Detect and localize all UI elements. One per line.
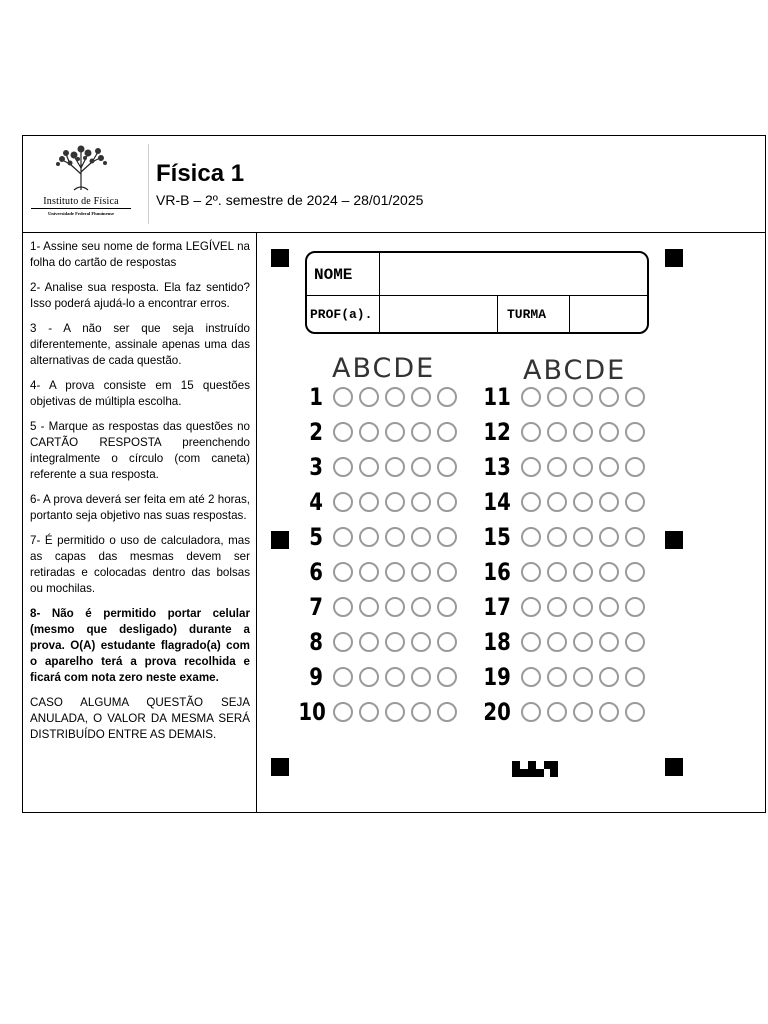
answer-bubble[interactable]	[625, 597, 645, 617]
answer-bubble[interactable]	[599, 422, 619, 442]
answer-bubble[interactable]	[385, 387, 405, 407]
answer-bubble[interactable]	[625, 667, 645, 687]
answer-bubble[interactable]	[521, 597, 541, 617]
answer-bubble[interactable]	[385, 667, 405, 687]
question-number: 9	[309, 663, 323, 691]
answer-bubble[interactable]	[599, 667, 619, 687]
answer-bubble[interactable]	[625, 387, 645, 407]
question-number: 7	[309, 593, 323, 621]
page-title: Física 1	[156, 160, 245, 187]
class-label: TURMA	[507, 307, 547, 322]
options-header: ABCDE	[523, 355, 627, 386]
instruction-8: 8- Não é permitido portar celular (mesmo que desligado) durante a prova. O(A) estudante flagrado(a) com o aparelho terá a prova recolhida e ficará com nota zero neste exame.	[30, 607, 250, 684]
answer-bubble[interactable]	[625, 562, 645, 582]
question-number: 16	[483, 558, 511, 586]
answer-bubble[interactable]	[573, 562, 593, 582]
side-marker	[665, 531, 683, 549]
logo-name: Instituto de Física	[31, 196, 131, 209]
answer-bubble[interactable]	[359, 457, 379, 477]
answer-bubble[interactable]	[333, 702, 353, 722]
answer-bubble[interactable]	[547, 667, 567, 687]
answer-bubble[interactable]	[385, 492, 405, 512]
answer-bubble[interactable]	[599, 632, 619, 652]
question-number: 10	[298, 698, 326, 726]
answer-bubble[interactable]	[411, 702, 431, 722]
question-number: 8	[309, 628, 323, 656]
answer-bubble[interactable]	[625, 422, 645, 442]
annulment-notice: CASO ALGUMA QUESTÃO SEJA ANULADA, O VALOR DA MESMA SERÁ DISTRIBUÍDO ENTRE AS DEMAIS.	[30, 696, 250, 741]
answer-bubble[interactable]	[573, 527, 593, 547]
answer-bubble[interactable]	[333, 562, 353, 582]
answer-bubble[interactable]	[411, 492, 431, 512]
answer-bubble[interactable]	[437, 702, 457, 722]
answer-bubble[interactable]	[599, 597, 619, 617]
question-number: 4	[309, 488, 323, 516]
logo-subtitle: Universidade Federal Fluminense	[47, 211, 115, 216]
answer-bubble[interactable]	[547, 457, 567, 477]
answer-bubble[interactable]	[437, 492, 457, 512]
answer-bubble[interactable]	[437, 422, 457, 442]
answer-bubble[interactable]	[547, 387, 567, 407]
question-number: 18	[483, 628, 511, 656]
instruction-7: 7- É permitido o uso de calculadora, mas as capas das mesmas devem ser retiradas e colocadas dentro das bolsas ou mochilas.	[30, 534, 250, 595]
info-divider	[307, 295, 647, 296]
question-number: 5	[309, 523, 323, 551]
logo-divider	[148, 144, 149, 224]
instruction-5: 5 - Marque as respostas das questões no CARTÃO RESPOSTA preenchendo integralmente o círculo (com caneta) referente a sua resposta.	[30, 420, 250, 481]
answer-bubble[interactable]	[385, 562, 405, 582]
question-number: 3	[309, 453, 323, 481]
answer-bubble[interactable]	[599, 387, 619, 407]
answer-card	[257, 233, 765, 813]
exam-sheet	[22, 135, 766, 813]
answer-bubble[interactable]	[333, 632, 353, 652]
answer-bubble[interactable]	[521, 457, 541, 477]
answer-bubble[interactable]	[547, 632, 567, 652]
side-marker	[271, 531, 289, 549]
instruction-6: 6- A prova deverá ser feita em até 2 horas, portanto seja objetivo nas suas respostas.	[30, 493, 250, 522]
answer-bubble[interactable]	[437, 562, 457, 582]
answer-bubble[interactable]	[385, 527, 405, 547]
answer-bubble[interactable]	[599, 562, 619, 582]
answer-bubble[interactable]	[599, 457, 619, 477]
answer-bubble[interactable]	[333, 422, 353, 442]
corner-marker	[665, 249, 683, 267]
question-number: 17	[483, 593, 511, 621]
answer-bubble[interactable]	[625, 632, 645, 652]
answer-bubble[interactable]	[573, 632, 593, 652]
instruction-2: 2- Analise sua resposta. Ela faz sentido? Isso poderá ajudá-lo a encontrar erros.	[30, 281, 250, 310]
answer-bubble[interactable]	[573, 667, 593, 687]
prof-label: PROF(a).	[310, 307, 373, 322]
answer-bubble[interactable]	[573, 387, 593, 407]
answer-bubble[interactable]	[437, 527, 457, 547]
answer-bubble[interactable]	[359, 597, 379, 617]
answer-bubble[interactable]	[573, 492, 593, 512]
answer-bubble[interactable]	[437, 597, 457, 617]
answer-bubble[interactable]	[437, 387, 457, 407]
answer-bubble[interactable]	[573, 422, 593, 442]
answer-bubble[interactable]	[547, 422, 567, 442]
student-info-box	[305, 251, 649, 334]
answer-bubble[interactable]	[573, 702, 593, 722]
question-number: 1	[309, 383, 323, 411]
question-number: 2	[309, 418, 323, 446]
answer-bubble[interactable]	[359, 632, 379, 652]
info-divider	[497, 295, 498, 333]
answer-bubble[interactable]	[411, 597, 431, 617]
answer-bubble[interactable]	[625, 492, 645, 512]
tree-icon	[50, 144, 112, 192]
question-number: 12	[483, 418, 511, 446]
answer-bubble[interactable]	[411, 562, 431, 582]
answer-bubble[interactable]	[411, 527, 431, 547]
answer-bubble[interactable]	[333, 597, 353, 617]
answer-bubble[interactable]	[333, 387, 353, 407]
answer-bubble[interactable]	[359, 702, 379, 722]
answer-bubble[interactable]	[625, 527, 645, 547]
question-number: 6	[309, 558, 323, 586]
answer-bubble[interactable]	[521, 527, 541, 547]
answer-bubble[interactable]	[599, 702, 619, 722]
answer-bubble[interactable]	[521, 702, 541, 722]
answer-bubble[interactable]	[521, 492, 541, 512]
answer-bubble[interactable]	[359, 387, 379, 407]
exam-header	[23, 136, 765, 233]
answer-bubble[interactable]	[385, 597, 405, 617]
answer-bubble[interactable]	[625, 702, 645, 722]
answer-bubble[interactable]	[411, 422, 431, 442]
corner-marker	[271, 249, 289, 267]
instruction-4: 4- A prova consiste em 15 questões objetivas de múltipla escolha.	[30, 379, 250, 408]
answer-bubble[interactable]	[385, 457, 405, 477]
corner-marker	[271, 758, 289, 776]
answer-bubble[interactable]	[333, 527, 353, 547]
answer-bubble[interactable]	[547, 702, 567, 722]
answer-bubble[interactable]	[385, 632, 405, 652]
answer-bubble[interactable]	[437, 667, 457, 687]
answer-bubble[interactable]	[573, 597, 593, 617]
question-number: 14	[483, 488, 511, 516]
answer-bubble[interactable]	[599, 492, 619, 512]
answer-bubble[interactable]	[359, 667, 379, 687]
answer-bubble[interactable]	[547, 492, 567, 512]
answer-bubble[interactable]	[359, 562, 379, 582]
answer-bubble[interactable]	[521, 667, 541, 687]
answer-bubble[interactable]	[547, 597, 567, 617]
answer-bubble[interactable]	[599, 527, 619, 547]
answer-bubble[interactable]	[411, 632, 431, 652]
answer-bubble[interactable]	[385, 422, 405, 442]
answer-bubble[interactable]	[521, 422, 541, 442]
options-header: ABCDE	[332, 353, 436, 384]
answer-bubble[interactable]	[333, 457, 353, 477]
question-number: 13	[483, 453, 511, 481]
timing-mark-icon	[512, 761, 558, 777]
answer-bubble[interactable]	[521, 387, 541, 407]
answer-bubble[interactable]	[573, 457, 593, 477]
answer-bubble[interactable]	[437, 457, 457, 477]
answer-bubble[interactable]	[333, 492, 353, 512]
instructions-panel	[23, 233, 257, 813]
answer-bubble[interactable]	[521, 632, 541, 652]
question-number: 20	[483, 698, 511, 726]
answer-bubble[interactable]	[437, 632, 457, 652]
answer-bubble[interactable]	[359, 422, 379, 442]
question-number: 11	[483, 383, 511, 411]
question-number: 19	[483, 663, 511, 691]
corner-marker	[665, 758, 683, 776]
answer-bubble[interactable]	[411, 387, 431, 407]
answer-bubble[interactable]	[359, 527, 379, 547]
info-divider	[379, 253, 380, 332]
answer-bubble[interactable]	[411, 457, 431, 477]
answer-bubble[interactable]	[359, 492, 379, 512]
info-divider	[569, 295, 570, 333]
answer-bubble[interactable]	[625, 457, 645, 477]
answer-bubble[interactable]	[411, 667, 431, 687]
instruction-3: 3 - A não ser que seja instruído diferentemente, assinale apenas uma das alternativas de cada questão.	[30, 322, 250, 367]
exam-subtitle: VR-B – 2º. semestre de 2024 – 28/01/2025	[156, 192, 424, 208]
answer-bubble[interactable]	[521, 562, 541, 582]
instruction-1: 1- Assine seu nome de forma LEGÍVEL na folha do cartão de respostas	[30, 240, 250, 269]
answer-bubble[interactable]	[385, 702, 405, 722]
answer-bubble[interactable]	[547, 562, 567, 582]
answer-bubble[interactable]	[333, 667, 353, 687]
question-number: 15	[483, 523, 511, 551]
answer-bubble[interactable]	[547, 527, 567, 547]
institute-logo	[31, 144, 131, 222]
name-label: NOME	[314, 266, 353, 284]
